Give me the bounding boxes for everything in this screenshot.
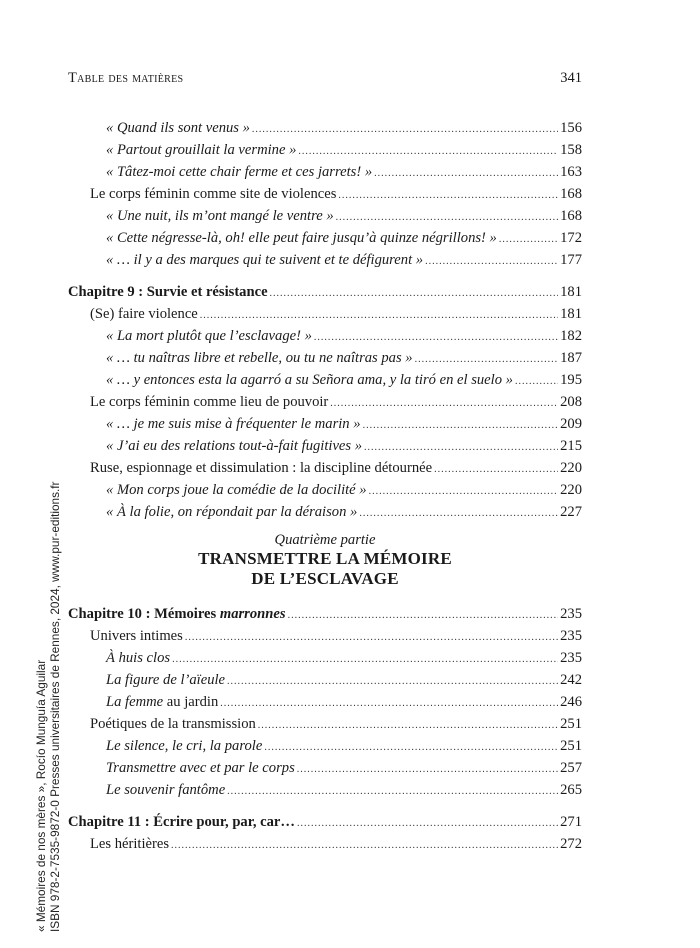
dot-leader	[298, 141, 558, 163]
toc-entry	[68, 435, 582, 457]
toc-entry-label-text: « La mort plutôt que l’esclavage! »	[106, 328, 312, 344]
toc-entry-label	[106, 757, 295, 779]
toc-entry	[68, 479, 582, 501]
toc-entry-page: 168	[560, 186, 582, 202]
toc-entry	[68, 713, 582, 735]
sidebar-line-title: « Mémoires de nos mères », Rocío Munguía Aguilar	[34, 659, 48, 932]
toc-entry-label	[106, 501, 357, 523]
toc-entry-label-text: « Cette négresse-là, oh! elle peut faire jusqu’à quinze négrillons! »	[106, 230, 497, 246]
toc-entry-page: 181	[560, 306, 582, 322]
toc-entry-label	[106, 691, 218, 713]
toc-entry	[68, 413, 582, 435]
toc-entry	[68, 833, 582, 855]
toc-entry-label-text: Transmettre avec et par le corps	[106, 760, 295, 776]
dot-leader	[369, 481, 559, 503]
toc-entry-page: 227	[560, 504, 582, 520]
toc-entry-label-prefix: Chapitre 10 : Mémoires	[68, 606, 220, 622]
toc-entry	[68, 161, 582, 183]
toc-entry-label	[90, 391, 328, 413]
copyright-sidebar	[34, 482, 62, 932]
toc-entry	[68, 347, 582, 369]
toc-entry-label-text: Poétiques de la transmission	[90, 716, 256, 732]
toc-entry	[68, 691, 582, 713]
toc-entry-label	[68, 811, 295, 833]
dot-leader	[172, 649, 558, 671]
toc-entry-page: 265	[560, 782, 582, 798]
toc-entry-page: 272	[560, 836, 582, 852]
toc-entry-label	[106, 413, 361, 435]
dot-leader	[434, 459, 558, 481]
toc-entry-label	[106, 647, 170, 669]
toc-entry-label	[106, 325, 312, 347]
toc-entry-label-suffix: au jardin	[163, 694, 219, 710]
toc-entry-label	[106, 249, 423, 271]
toc-group-chapter11	[68, 811, 582, 855]
toc-entry	[68, 757, 582, 779]
toc-entry	[68, 457, 582, 479]
toc-entry-label	[90, 183, 336, 205]
dot-leader	[270, 283, 559, 305]
toc-entry	[68, 669, 582, 691]
toc-entry-label-text: « … il y a des marques qui te suivent et te défigurent »	[106, 252, 424, 268]
toc-entry	[68, 779, 582, 801]
toc-entry-label-text: (Se) faire violence	[90, 306, 198, 322]
toc-entry-label-text: Chapitre 11 : Écrire pour, par, car…	[68, 814, 296, 830]
toc-entry-label	[90, 625, 183, 647]
running-title: Table des matières	[68, 70, 184, 86]
dot-leader	[200, 305, 558, 327]
toc-entry-label-text: « Quand ils sont venus »	[106, 120, 250, 136]
toc-entry	[68, 139, 582, 161]
toc-entry-page: 251	[560, 738, 582, 754]
toc-entry-label-text: Univers intimes	[90, 628, 183, 644]
dot-leader	[338, 185, 558, 207]
toc-entry-label-text: « Mon corps joue la comédie de la docilité »	[106, 482, 367, 498]
dot-leader	[252, 119, 558, 141]
toc-entry-label-text: Le corps féminin comme lieu de pouvoir	[90, 394, 329, 410]
dot-leader	[220, 693, 558, 715]
toc-entry-page: 158	[560, 142, 582, 158]
toc-entry-page: 257	[560, 760, 582, 776]
toc-entry-label-text: marronnes	[219, 606, 286, 622]
toc-entry	[68, 735, 582, 757]
dot-leader	[227, 671, 558, 693]
toc-entry	[68, 501, 582, 523]
dot-leader	[171, 835, 558, 857]
toc-entry-page: 235	[560, 650, 582, 666]
toc-entry-label	[90, 713, 256, 735]
toc-entry-page: 156	[560, 120, 582, 136]
dot-leader	[499, 229, 558, 251]
toc-group-chapter9	[68, 281, 582, 523]
toc-entry	[68, 603, 582, 625]
toc-entry-label	[106, 227, 497, 249]
toc-entry-label-text: Le silence, le cri, la parole	[106, 738, 263, 754]
dot-leader	[258, 715, 558, 737]
part-heading	[68, 531, 582, 589]
toc-entry-label-text: La figure de l’aïeule	[106, 672, 226, 688]
toc-entry-label-text: « Une nuit, ils m’ont mangé le ventre »	[106, 208, 334, 224]
toc-entry-label-text: À huis clos	[106, 650, 171, 666]
toc-entry-page: 251	[560, 716, 582, 732]
toc-entry-page: 172	[560, 230, 582, 246]
toc-entry-page: 235	[560, 628, 582, 644]
toc-group-chapter8-cont	[68, 117, 582, 271]
toc-entry-label	[106, 139, 296, 161]
toc-entry-label-text: « Tâtez-moi cette chair ferme et ces jarrets! »	[106, 164, 373, 180]
toc-entry-label	[90, 833, 169, 855]
toc-entry-page: 235	[560, 606, 582, 622]
toc-entry-label-text: « … tu naîtras libre et rebelle, ou tu ne naîtras pas »	[106, 350, 413, 366]
toc-entry-label-text: « J’ai eu des relations tout-à-fait fugitives »	[106, 438, 363, 454]
sidebar-line-isbn: ISBN 978-2-7535-9872-0 Presses universitaires de Rennes, 2024, www.pur-editions.fr	[48, 481, 62, 932]
toc-entry-label	[90, 457, 432, 479]
part-label: Quatrième partie	[274, 532, 376, 548]
toc-entry	[68, 647, 582, 669]
toc-entry-label-text: « À la folie, on répondait par la déraison »	[106, 504, 358, 520]
page-number: 341	[560, 70, 582, 86]
part-title-line1: TRANSMETTRE LA MÉMOIRE	[198, 549, 452, 568]
toc-entry-label	[68, 281, 268, 303]
toc-entry-label	[106, 735, 262, 757]
running-header	[68, 70, 582, 90]
dot-leader	[314, 327, 558, 349]
toc-entry	[68, 303, 582, 325]
toc-entry-label-text: Ruse, espionnage et dissimulation : la discipline détournée	[90, 460, 433, 476]
toc-entry	[68, 117, 582, 139]
dot-leader	[359, 503, 558, 525]
dot-leader	[415, 349, 559, 371]
toc-entry-label-text: Les héritières	[90, 836, 170, 852]
toc-entry-label	[106, 347, 413, 369]
toc-entry-label-text: « Partout grouillait la vermine »	[106, 142, 297, 158]
dot-leader	[425, 251, 558, 273]
toc-entry-label	[106, 435, 362, 457]
toc-entry	[68, 227, 582, 249]
dot-leader	[297, 759, 558, 781]
toc-entry-page: 182	[560, 328, 582, 344]
toc-entry-page: 168	[560, 208, 582, 224]
table-of-contents	[68, 117, 582, 855]
toc-entry-label-text: Le corps féminin comme site de violences	[90, 186, 337, 202]
toc-entry-label	[106, 779, 225, 801]
toc-entry-page: 209	[560, 416, 582, 432]
toc-entry-label	[68, 603, 286, 625]
toc-entry-page: 208	[560, 394, 582, 410]
toc-entry-label	[106, 161, 372, 183]
dot-leader	[363, 415, 559, 437]
toc-entry	[68, 325, 582, 347]
dot-leader	[374, 163, 558, 185]
dot-leader	[227, 781, 558, 803]
toc-entry-page: 187	[560, 350, 582, 366]
toc-entry-label-text: « … y entonces esta la agarró a su Señora ama, y la tiró en el suelo »	[106, 372, 513, 388]
dot-leader	[330, 393, 558, 415]
toc-entry-label	[106, 205, 334, 227]
toc-entry-page: 242	[560, 672, 582, 688]
toc-entry	[68, 391, 582, 413]
toc-entry	[68, 183, 582, 205]
toc-entry	[68, 249, 582, 271]
toc-entry-label	[106, 117, 250, 139]
dot-leader	[515, 371, 558, 393]
toc-entry-label	[106, 479, 367, 501]
toc-entry-page: 195	[560, 372, 582, 388]
toc-entry-page: 177	[560, 252, 582, 268]
toc-entry-page: 181	[560, 284, 582, 300]
toc-entry-page: 246	[560, 694, 582, 710]
toc-entry-page: 220	[560, 482, 582, 498]
dot-leader	[364, 437, 558, 459]
toc-entry-label	[106, 669, 225, 691]
dot-leader	[288, 605, 559, 627]
dot-leader	[336, 207, 558, 229]
toc-entry	[68, 625, 582, 647]
toc-entry	[68, 205, 582, 227]
toc-entry-page: 220	[560, 460, 582, 476]
part-title-line2: DE L’ESCLAVAGE	[251, 569, 399, 588]
toc-entry	[68, 281, 582, 303]
toc-entry-page: 271	[560, 814, 582, 830]
dot-leader	[264, 737, 558, 759]
toc-entry-label	[90, 303, 198, 325]
toc-group-chapter10	[68, 603, 582, 801]
toc-entry-label	[106, 369, 513, 391]
toc-entry-page: 215	[560, 438, 582, 454]
toc-entry-page: 163	[560, 164, 582, 180]
toc-entry-label-text: « … je me suis mise à fréquenter le marin »	[106, 416, 361, 432]
toc-entry	[68, 811, 582, 833]
toc-entry-label-text: Chapitre 9 : Survie et résistance	[68, 284, 268, 300]
toc-entry-label-text: La femme	[106, 694, 164, 710]
dot-leader	[185, 627, 558, 649]
toc-entry	[68, 369, 582, 391]
toc-entry-label-text: Le souvenir fantôme	[106, 782, 226, 798]
dot-leader	[297, 813, 558, 835]
